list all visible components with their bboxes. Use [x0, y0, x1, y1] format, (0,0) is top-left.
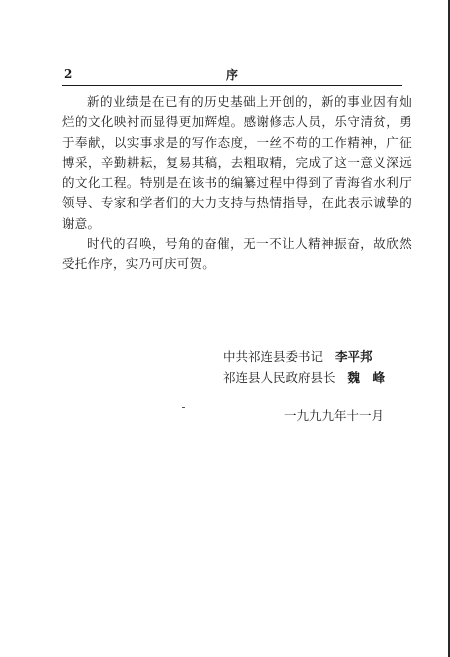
running-title: 序	[225, 68, 238, 82]
date-line: 一九九九年十一月	[284, 408, 385, 423]
signature-name: 魏 峰	[347, 370, 386, 385]
paragraph-1: 新的业绩是在已有的历史基础上开创的，新的事业因有灿烂的文化映衬而显得更加辉煌。感谢修志人员，乐守清贫，勇于奉献，以实事求是的写作态度，一丝不苟的工作精神，广征博采，辛勤耕耘，复易其稿，去粗取精，完成了这一意义深远的文化工程。特别是在该书的编纂过程中得到了青海省水利厅领导、专家和学者们的大力支持与热情指导，在此表示诚挚的谢意。	[62, 94, 412, 231]
signature-line-2	[223, 367, 413, 388]
paragraph-2: 时代的召唤，号角的奋催，无一不让人精神振奋，故欣然受托作序，实乃可庆可贺。	[62, 236, 412, 272]
signature-line-1	[223, 346, 413, 367]
preface-body	[62, 92, 412, 275]
scan-speck	[182, 407, 185, 408]
signature-title: 中共祁连县委书记	[223, 349, 324, 364]
page-number: 2	[64, 67, 73, 81]
signature-title: 祁连县人民政府县长	[223, 370, 336, 385]
page-header	[62, 63, 402, 86]
signature-block	[223, 346, 413, 388]
signature-name: 李平邦	[335, 349, 373, 364]
